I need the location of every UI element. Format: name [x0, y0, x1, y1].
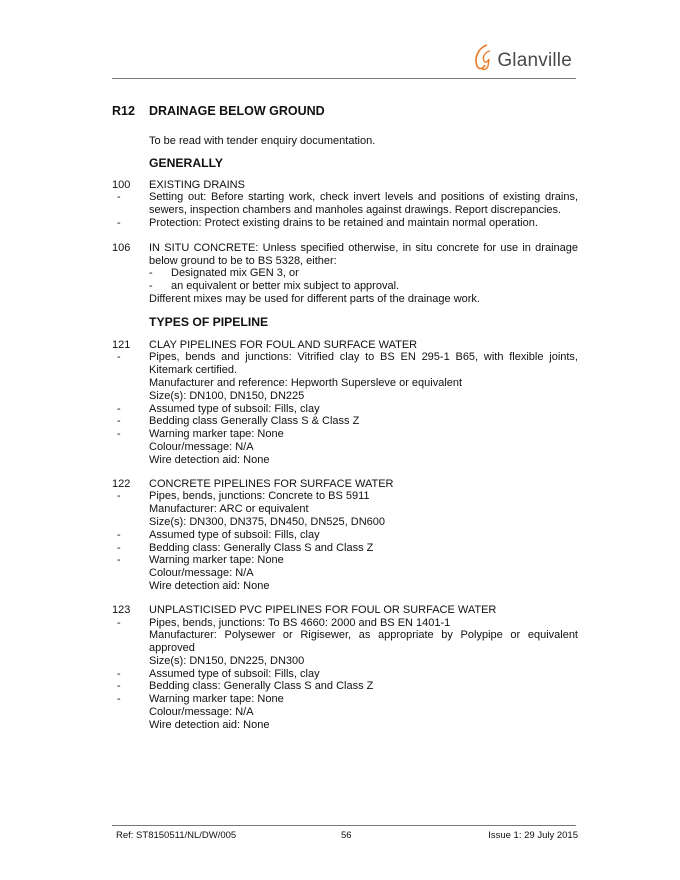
bullet-item: - Bedding class: Generally Class S and Class Z — [117, 541, 374, 554]
clause-line: Colour/message: N/A — [149, 567, 254, 580]
clause-title: EXISTING DRAINS — [149, 178, 245, 191]
clause-line: Size(s): DN300, DN375, DN450, DN525, DN600 — [149, 515, 385, 528]
clause-line: Wire detection aid: None — [149, 453, 270, 466]
clause-number: 121 — [112, 338, 131, 351]
sub-item: - Designated mix GEN 3, or — [149, 267, 299, 280]
clause-number: 106 — [112, 241, 131, 254]
bullet-item: - Warning marker tape: None — [117, 693, 284, 706]
clause-line: Colour/message: N/A — [149, 440, 254, 453]
section-code: R12 — [112, 104, 135, 118]
bullet-item: - Pipes, bends and junctions: Vitrified clay to BS EN 295-1 B65, with flexible joints, Kitemark certified. — [117, 351, 578, 377]
header-rule — [112, 78, 576, 79]
clause-line: Colour/message: N/A — [149, 706, 254, 719]
logo-text: Glanville — [497, 50, 572, 71]
clause-text: IN SITU CONCRETE: Unless specified otherwise, in situ concrete for use in drainage below ground to be to BS 5328, either: — [149, 241, 578, 267]
clause-line: Size(s): DN100, DN150, DN225 — [149, 389, 305, 402]
clause-number: 100 — [112, 178, 131, 191]
clause-122 — [112, 478, 578, 593]
bullet-item: - Protection: Protect existing drains to be retained and maintain normal operation. — [117, 216, 538, 229]
clause-100 — [112, 179, 578, 230]
clause-106 — [112, 242, 578, 306]
clause-line: Wire detection aid: None — [149, 718, 270, 731]
clause-line: Wire detection aid: None — [149, 579, 270, 592]
bullet-item: - Warning marker tape: None — [117, 428, 284, 441]
clause-line: Manufacturer and reference: Hepworth Supersleve or equivalent — [149, 376, 463, 389]
clause-line: Manufacturer: Polysewer or Rigisewer, as appropriate by Polypipe or equivalent approved — [149, 629, 578, 655]
bullet-item: - Pipes, bends, junctions: Concrete to BS 5911 — [117, 490, 370, 503]
clause-number: 122 — [112, 477, 131, 490]
clause-123 — [112, 604, 578, 732]
clause-text: Different mixes may be used for different parts of the drainage work. — [149, 292, 480, 305]
clause-title: CONCRETE PIPELINES FOR SURFACE WATER — [149, 477, 394, 490]
company-logo — [472, 42, 572, 72]
bullet-item: - Pipes, bends, junctions: To BS 4660: 2000 and BS EN 1401-1 — [117, 616, 451, 629]
page-header — [112, 38, 576, 78]
bullet-item: - Bedding class Generally Class S & Class Z — [117, 415, 360, 428]
section-name: DRAINAGE BELOW GROUND — [149, 104, 325, 118]
bullet-item: - Assumed type of subsoil: Fills, clay — [117, 402, 320, 415]
clause-121 — [112, 339, 578, 467]
section-title — [112, 104, 325, 118]
clause-line: Manufacturer: ARC or equivalent — [149, 503, 309, 516]
sub-item: - an equivalent or better mix subject to approval. — [149, 280, 400, 293]
clause-title: CLAY PIPELINES FOR FOUL AND SURFACE WATER — [149, 338, 418, 351]
heading-generally: GENERALLY — [149, 155, 224, 170]
logo-swirl-icon — [472, 42, 494, 72]
issue-date: Issue 1: 29 July 2015 — [488, 830, 578, 841]
bullet-item: - Warning marker tape: None — [117, 554, 284, 567]
clause-line: Size(s): DN150, DN225, DN300 — [149, 654, 305, 667]
bullet-item: - Assumed type of subsoil: Fills, clay — [117, 667, 320, 680]
page-number: 56 — [341, 830, 352, 841]
document-body — [112, 135, 578, 732]
bullet-item: - Assumed type of subsoil: Fills, clay — [117, 528, 320, 541]
bullet-item: - Setting out: Before starting work, check invert levels and positions of existing drains, sewers, inspection chambers and manholes against drawings. Report discrepancies. — [117, 191, 578, 217]
clause-title: UNPLASTICISED PVC PIPELINES FOR FOUL OR SURFACE WATER — [149, 603, 497, 616]
clause-number: 123 — [112, 603, 131, 616]
document-reference: Ref: ST8150511/NL/DW/005 — [116, 830, 237, 841]
heading-types-of-pipeline: TYPES OF PIPELINE — [149, 314, 269, 329]
footer-rule — [112, 825, 576, 826]
intro-text: To be read with tender enquiry documentation. — [149, 135, 376, 147]
bullet-item: - Bedding class: Generally Class S and Class Z — [117, 680, 374, 693]
